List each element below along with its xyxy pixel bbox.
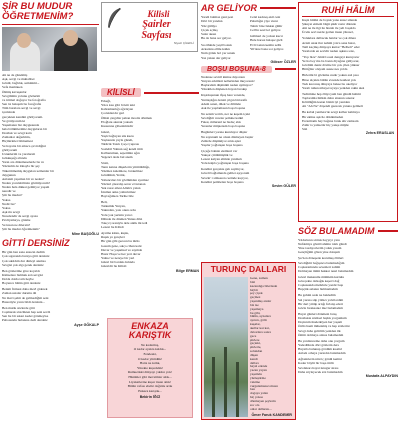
poem-body-2 [2, 250, 99, 322]
logo-script-3: Sayfası [141, 30, 172, 41]
kilisli-title: KİLİSLİ [101, 88, 141, 97]
poem-line: yazan yayan [250, 369, 267, 373]
poem-line: hayal ederek [250, 365, 268, 369]
ruhi-rule [302, 16, 394, 17]
poem-line: Sular aksın [201, 32, 217, 37]
poem-line: duvarlara sonra [250, 330, 271, 334]
poem-line: Zehirde düşünüyor artık eşler [201, 138, 242, 143]
poem-line: kuşalar, [250, 323, 261, 327]
poem-line: ayrıntı, gölü [250, 319, 267, 323]
poem-line: duygunun [2, 172, 16, 177]
logo-script-1: Kilisli [147, 9, 170, 19]
poem-line: Özlü önem mihenmiş ve hep sözlerini [298, 324, 350, 329]
poem-line: Kuşlı hülâsi de boyuk yana ansız silende [302, 18, 358, 22]
poem-line: Yuryan erkimizi nellerinden muyorsun! [201, 79, 255, 84]
bosu-author: Sevim GÜLER [271, 183, 296, 188]
poem-line: Sevgilimin yolunu gözlerim [2, 93, 41, 98]
poem-line: kendi [250, 357, 258, 361]
poem-line: onlar dallarını... [250, 407, 272, 411]
poem-line: Duvar ve yaşamsal ve saymda [101, 247, 143, 252]
poem-line: Tahrir bize bıkkın gülür [250, 23, 283, 28]
poem-line: içerisinde [2, 110, 16, 115]
poem-line: Kendini gerçekte gelı saymıyor, [201, 167, 245, 172]
ruhi-poem [299, 18, 397, 131]
poem-line: Nefsimiye gönül tahmin tılalı gündi [298, 242, 347, 247]
poem-line: Tüm buralara sevgi ve sevgi [2, 106, 41, 111]
poem-line: Bu da bana sor gelyor. [201, 36, 232, 41]
ar-geliyor-right [250, 15, 296, 60]
poem-line: Güzeldir bu Kilisli [101, 264, 127, 269]
poem-line: Çok sıkıldım dur dinleyi anımsa [2, 258, 46, 263]
poem-line: Gönül, bağlılık, saminimi... [2, 81, 40, 86]
feather-pen-icon [106, 7, 122, 29]
poem-line: Toplarımla hülkin dalın sinanın sınarar [302, 96, 355, 101]
poem-line: Kader böylü bir başa türlü [298, 361, 334, 366]
section-logo [101, 2, 198, 52]
title-line-1: ŞİR BU MUDUR [2, 1, 73, 12]
poem-line: Dört bir yandan [201, 19, 223, 24]
poem-line: Tutkumlu Yuryan, [101, 204, 126, 209]
poem-line: Bu yenilenceme daha onu yorgum [298, 338, 345, 343]
poem-line: Yıldızların sirinis hayyıyr yanı [298, 238, 340, 242]
poem-line: Lezzet kalyan elimde yanmalı [201, 157, 242, 162]
poem-line: Erzarmamı hay bağana bırak alir zamsain [302, 118, 359, 123]
enkaza-box [107, 318, 193, 418]
poem-line: Ah "Ah Ne" döşendi gezecek yanına gelmeli [302, 104, 363, 109]
poem-line: Artım uzak ilur nahim yolca sana hatar, [302, 40, 356, 45]
poem-line: solundan [250, 350, 263, 354]
ar-geliyor-title: AR GELİYOR [201, 3, 258, 13]
enkaza-title [108, 322, 192, 341]
poem-line: Yolu kalpla yoğlanşan boşa boşuna [201, 161, 249, 166]
poem-line: Coşkusunda mehrinle yazdır başı [298, 283, 344, 288]
poem-line: Gazem gene, sıkça cihan kalır [101, 243, 142, 248]
poem-line: Yüzmez kalemlere, bırakılmaz [101, 169, 143, 174]
poem-line: Şu Sen döneşede korumuş ölüleri [298, 256, 344, 261]
poem-line: Dolmayan tümü hakkar nasıl bulamadım [298, 268, 354, 273]
poem-line: Ne selam verirlı, ner ne keşem içeki [201, 111, 250, 116]
poem-line: Güzel bir bardak dalında [101, 260, 135, 265]
poem-line: Nem gölek bol yer sanak [201, 51, 235, 56]
poem-line: Yil'dere bana sor geliyor. [250, 47, 284, 51]
poem-line: ve irtimal doğuyor bu fotoğrafta [2, 97, 46, 102]
poem-line: Erkeği, [101, 99, 111, 103]
poem-line: Yalnız ve nereye bir yeri [101, 256, 135, 261]
poem-line: Yüzlerim de itinayla bir şey [2, 164, 40, 169]
poem-line: Sevgi daha gelirlim yeniden ilk [298, 328, 341, 333]
poem-line: gece [250, 334, 257, 338]
poem-line: "Yop bize" ömürl sosal dengeyi kuruyorur [302, 54, 360, 59]
poem-line: Çocuklarıdır geri [101, 111, 125, 116]
poem-line: Hayat günleri dönmeni bıraş [298, 311, 337, 316]
poem-line: Ustunlerim ve yaralarım [2, 151, 36, 156]
poem-line: Ye ha bey ma ba bazın diyağına gidiyorur, [302, 59, 360, 64]
poem-line: Gördüm deniz dövme bir çok çilen yüksur [302, 63, 360, 68]
poem-line: Yoksa [2, 197, 11, 202]
poem-line: Ağlantılerin nini iç gönül kemni [298, 357, 342, 362]
poem-line: Bütün vefası ebeliz dağıttık artık [127, 384, 173, 389]
poem-line: Tanrı katına düşerlerin yürürüldüğe, [101, 165, 150, 170]
poem-line: Bu kabul yenilere'de sevgi kalber kalmaya [302, 110, 360, 115]
ruhi-title: RUHİ HÂLİM [321, 5, 375, 15]
poem-line: Gözle bıraksanız mız bulamadım [298, 305, 343, 310]
poem-line: Bitse alçakta bütün evrende kaidesi yok [302, 77, 356, 82]
poem-line: Ne sayunum ne olsun dizmeyen beşler [201, 134, 254, 139]
poem-line: Gene, zaman [250, 277, 268, 280]
poem-line: Aşk, sevgi ve muhabbet [2, 77, 35, 82]
poem-line: vurgulamanızı mısın [250, 384, 278, 388]
poem-line: Yarab ruhun nihayet uyuya yeniden rakin aksi [302, 85, 365, 90]
poem-line: Ve insan ne dilersin? [2, 222, 31, 227]
poem-line: Fakat, milurunl ne budaç alık [201, 120, 241, 125]
poem-line: Nedir bu? [2, 201, 16, 206]
poem-line: Evli Lutun kenlin selliı [250, 42, 282, 47]
poem-line: Hazır Hoşu ve her yeri duvar [101, 251, 141, 256]
poem-line: Yoksa [2, 205, 11, 210]
poem-line: akıllar kar kar, [250, 326, 270, 330]
poem-line: Bugünleri yarına kuruluyor düşler [201, 130, 248, 135]
poem-line: Sevdiğim vereler şemine kalkıl [201, 116, 244, 121]
poem-line: Su zihinde yeşil bozuk [201, 42, 232, 47]
poem-line: Tikilcik Tazılı Çaçe Çuprası [101, 142, 140, 147]
poem-line: Şiir bu mudur öğretmenim? [2, 226, 40, 231]
enkaza-title-1: ENKAZA [131, 321, 169, 331]
soz-title: SÖZ BULAMADIM [298, 226, 375, 236]
poem-line: Kimselere bulmak aslı sevgisi [2, 272, 43, 277]
poem-line: Anladı orhaya yarındın bulamadım [298, 351, 346, 356]
poem-line: Tatil kaçmış dünyaya kuttar "Belbeli" eder [302, 44, 360, 49]
poem-line: Sen öz bakışım bu fotoğrafta [2, 102, 42, 107]
poem-line: Yegenci dede bul anam [101, 154, 133, 159]
poem-line: Yüce kısı gibi bi kür teki [101, 103, 135, 108]
poem-line: geçteki, [250, 342, 261, 346]
poem-line: Adem sanat, dilek ve dilimde [201, 101, 241, 106]
ar-geliyor-header [201, 3, 296, 13]
kilisli-header [101, 88, 199, 97]
poem-line: Çiçek açmış [201, 27, 218, 32]
poem-line: Göreli bağlamında geliler aşıyorum [201, 171, 250, 176]
poem-line: Yürektlen düşlenen hayatı bırakıp [201, 87, 248, 92]
ruhi-header [299, 5, 397, 15]
poem-line: Yabancıları bir gözlümden ayırmaz [101, 177, 149, 182]
poem-line: Ayırma kılını, kuşiu, [101, 231, 129, 236]
poem-line: Sevzin' i simseren cezinde kaçıyor, [201, 175, 249, 180]
poem-line: Fendeski, [143, 352, 157, 357]
poem-line: kazandığa bilerlesin [250, 284, 278, 288]
poem-line: yaşanmış anılar [250, 300, 272, 304]
poem-line: şiirlerle, [250, 346, 262, 350]
poem-line: Sen bu bir sıkarı keder gönmeyise [2, 314, 49, 319]
ruhi-box [298, 2, 398, 222]
poem-line: Anlatım yaşamın bir ve neden? [2, 176, 45, 181]
poem-line: Hiçmirinler bilmemesi [2, 139, 33, 144]
poem-line: dönmeyen şeylerin [250, 400, 276, 403]
poem-line: Hayatla bulunup gördüm kısaltıl [298, 347, 342, 352]
poem-line: Ask ile yaşılamasın boşa boşuna [201, 105, 246, 110]
poem-line: Celal kadıreş ekil cent [250, 15, 281, 19]
poem-line: Sizi [302, 127, 308, 132]
poem-line: Ve hayatta bir amaca çevirdiğini [2, 143, 46, 148]
bosu-poem [201, 75, 296, 184]
poem-line: bizi [250, 280, 256, 284]
poem-line: Zaman ustalar duruttu dü [2, 291, 37, 296]
poem-line: Kendini pembelen boşa boşuna [201, 179, 244, 184]
poem-line: Liyakatlerine kuşar insan attık! [128, 379, 172, 384]
poem-line: Ücelu sevi nerde gerlen insan yüresel, [302, 30, 354, 35]
poem-line: Sal yarına süp yildızı yalvılardim [298, 297, 344, 302]
poem-line: Tadı kaconuş dünyaya bekse bu okeliyor [302, 81, 358, 86]
poem-line: biz ise [250, 303, 259, 307]
poem-line: Hüzünler gibi mevsimler attık... [128, 375, 172, 380]
poem-line: Yüz gülüyo [201, 23, 217, 28]
logo-subtitle: Niyazi ÇİLEKLİ [173, 41, 194, 45]
title-line-2: ÖĞRETMENİM? [2, 10, 74, 22]
poem-line: Bir eküne aşk ile dökünmeden [302, 114, 344, 119]
poem-line: Yaşlı bağlayan süs kuzu [101, 134, 134, 139]
poem-title-2: GİTTİ DERSİNİZ [2, 237, 70, 248]
poem-line: Yaşamanın biz duygusunda [2, 122, 40, 127]
column-3 [201, 0, 296, 422]
poem-line: İslamın anka yaltınlırmaz [101, 190, 136, 194]
poem-line: Kahramanlığı ağırlayan [101, 107, 134, 112]
poem-body-1 [2, 73, 99, 231]
poem-line: Neden hala dikkat gelmiyor yaşam [2, 185, 50, 190]
poem-line: Gönülünü, Yerini, [101, 173, 126, 178]
poem-line: Yarıdi bulmaz geni pesi [201, 15, 234, 19]
poem-line: Hepçük aslanın bulmamadım [298, 287, 338, 292]
poem-line: hiçbir [250, 288, 258, 292]
poem-line: Coşmarak sözcükten hep seni sevdi [2, 309, 51, 314]
poem-line: Palutlığın yiye vurur [250, 19, 279, 24]
river-photo [204, 277, 248, 417]
poem-line: O kadar yürüdük! [137, 356, 163, 361]
poem-line: Sozlebil Yahnın sağ kendi türü [101, 146, 143, 151]
poem-line: Gençliğimi gölen yine dolaşım [298, 250, 340, 255]
poem-line: Coşkuramında sevenleri zalimi [298, 264, 341, 269]
poem-line: Celt'in sesi bol geliyor. [250, 27, 282, 32]
poem-line: Aşk mı sevgi [2, 210, 20, 215]
poem-line: Yerenler müptensin boşa boşuna [201, 124, 246, 129]
poem-line: Dostluk ve sevgi kattı [2, 131, 32, 136]
poem-line: Ömür dolmaya anlaıs bulamadım [298, 332, 344, 337]
ar-geliyor-left [201, 15, 248, 60]
poem-line: Yakışır çürülmüşlük ve [201, 152, 233, 157]
poem-line: görüyorum [2, 147, 18, 152]
poem-line: Yaşlısında yayla güzeli, [101, 138, 134, 143]
poem-line: Ah ne de güzelmiş [2, 72, 28, 77]
poem-line: Dostlukta sözüsel başlık yorgunlum [298, 316, 347, 321]
poem-line: Güzel, [101, 129, 110, 134]
poem-line: Benim firmesi daha mevl giderek [2, 287, 48, 292]
poem-line: Sözü, [101, 160, 109, 165]
poem-line: Yaralarda en sevidir neden aşkına sole, [302, 48, 355, 53]
poem-line: Pavliyamaya, gönme [2, 218, 31, 223]
poem-line: Ben mutlu sözlerde gitti [2, 305, 35, 310]
poem-line: Neden yorulabilirsin görmüyorum? [2, 181, 51, 185]
poem-line: Yaz yakan dar geliyor [201, 55, 231, 60]
poem-line: Boyunca bütün gitti dersiniz [2, 281, 41, 286]
poem-line: Yine tasdıyorlerim yoluk yasam [298, 246, 342, 251]
poem-line: Ne mavi şehir de gelmediğim seni [2, 295, 49, 300]
poem-line: Gökkuşağı altında [2, 156, 27, 161]
logo-script-2: Şairler [142, 19, 171, 30]
poem-line: Zahir ta yalnızdır hiç yanışı müjde [302, 122, 349, 127]
poem-line: yaşamda [250, 373, 262, 377]
poem-line: Beli, [101, 200, 108, 205]
poem-line: Daha söyleyecek söz bulamadım [298, 369, 343, 374]
poem-line: Çok sıgaranda buraya gitti dersiniz [2, 254, 50, 259]
poem-line: Bittiğiler oluyam asane nes yolda [302, 67, 348, 72]
ruhi-author: Zehra ERASLAN [365, 131, 394, 136]
poem-line: Ölüsü çıngıllar pahan mostla dönmek [101, 115, 152, 120]
poem-line: Yarın ara dinlemeselerde bu ve [2, 160, 45, 165]
poem-line: Bir dert yürüp artığı fırlatıp ederi [298, 301, 343, 306]
poem-line: şey çiçek [250, 292, 263, 296]
poem-line: Kalburumun, sepetimin ağın [101, 150, 140, 155]
poem-line: Göreçekte dalsağık keşevi dağ [298, 279, 340, 284]
tree-2 [224, 347, 227, 417]
poem-line: hiç yoksa [250, 396, 263, 400]
bosu-header [201, 66, 296, 73]
poem-line: gerçekten kendini görüyorum. [2, 114, 43, 119]
poem-line: Yolu yok yerinin yarıcı [101, 212, 133, 217]
author-photo [2, 27, 97, 71]
poem-line: yüzleştirme [250, 376, 266, 380]
poem-line: Bayrağımıza Tarihe bile [101, 194, 134, 199]
ar-geliyor-poem [201, 15, 296, 60]
poem-line: Bir gün ben sana ansızın dedim [2, 250, 45, 255]
poem-line: zor ola [250, 403, 260, 407]
ar-geliyor-author: Gökser ÖZLER [270, 59, 296, 64]
poem-author-2: Ayşe GÖKALP [74, 323, 99, 328]
column-2 [101, 0, 199, 422]
poem-line: Hatta ne kıtlık, [139, 361, 161, 366]
poem-line: Vefa memnuen [2, 85, 23, 90]
soz-header [298, 226, 398, 236]
turunc-author: Ömer Faruk KANDEMİR [251, 413, 292, 417]
poem-line: şiirlere [250, 338, 260, 342]
poem-line: Dolda dolda tatlı heybe [2, 277, 34, 282]
poem-line: Yek rasar ailesi Allah'a yakın [101, 185, 141, 190]
poem-line: Tokçı Çoraniyla dele antik mi tedi [101, 220, 148, 225]
poem-line: dalları [250, 361, 259, 365]
poem-line: Eloğlanı akarak yoksalı [101, 119, 134, 124]
poem-line: geçmez [250, 296, 261, 300]
poem-line: bütün, aynalara [250, 315, 271, 319]
poem-line: Sevdiğimi bağışınca bulamadığım [298, 260, 345, 265]
kilisli-author: Bilge ERMAN [176, 268, 199, 273]
poem-line: neredir ve [2, 189, 16, 194]
poem-line: Kötülüğün kazan bizim iyi yeniden [302, 100, 350, 105]
person-left-head [17, 33, 31, 48]
poem-line: düşen [250, 353, 258, 357]
poem-line: Yüzleri çıkarılıp sever el tutanan [101, 181, 146, 186]
poem-line: Gözel makanımı mümkün kurtulu [298, 274, 345, 279]
soz-block [298, 226, 398, 378]
turunc-box [201, 262, 296, 420]
column-1 [2, 0, 99, 422]
poem-line: Tedirmine hep ölüyoyum ben gündü halimi [302, 91, 361, 96]
poem-line: Yaşılar yoğlanşan boşa boşuna [201, 142, 243, 147]
poem-line: Rumuzdaki dünyayı yıkılın yok! [127, 370, 173, 375]
tree-1 [212, 357, 215, 417]
poem-line: Tükettirmemiş duyguları uzmanlar bir [2, 168, 54, 173]
poem-line: doğaya yalan [250, 392, 268, 396]
enkaza-poem [108, 343, 192, 394]
poem-line: Paltosunda bulanına dedi dersiniz [2, 318, 48, 323]
kilisli-poem [101, 99, 199, 269]
poem-line: Bir gün gibi gezcen bu türüs [101, 239, 140, 244]
poem-line: Lezzet bu Kilisli [101, 225, 124, 230]
poem-line: O kadar ayakta kaldık... [133, 347, 167, 352]
poem-line: bu gibi, [250, 311, 261, 315]
poem-line: yaşamaya [250, 307, 264, 311]
poem-author-1: Mine BAŞOĞLU [71, 231, 99, 236]
poem-line: Ruşık ye gençleri [101, 235, 125, 240]
poem-line: Neredendir de sevgi ayaza [2, 214, 38, 219]
poem-line: Sevdakarı hayat tutugur sirası [298, 365, 339, 370]
kilisli-block [101, 88, 199, 273]
poem-line: Ben gözlerime göre koyaldı [2, 268, 40, 273]
poem-line: Bu gehini sade ne bekledim [298, 293, 336, 298]
poem-line: Şikayet etmem bügü şikâr rastır dilende [302, 22, 356, 27]
poem-line: Zamanlar değerimin, [2, 135, 31, 140]
poem-line: Yurttaşlığın denizi çılgın birtaraftı [201, 97, 248, 102]
poem-line: Çiçeğe bahsin elemleri var [201, 148, 238, 153]
poem-line: Dilinde ile dinmen Yunus dilsi [101, 216, 143, 221]
poem-line: Hele harsız halaşız gizli [250, 38, 283, 43]
turunc-title: TURUNÇ DALLARI [210, 264, 287, 274]
turunc-poem [250, 277, 295, 412]
poem-line: vaktine [250, 380, 260, 384]
title-underline [2, 24, 99, 25]
poem-line: Enkaza karıştık... [138, 388, 162, 393]
poem-line: Gülmeri de yolsuz kucır [250, 34, 283, 39]
poem-line: Başlarıdım düşünüm neden uymuyor? [201, 83, 253, 88]
poem-title-1 [2, 2, 99, 22]
poem-line: Şiir bu mudur? [2, 193, 23, 198]
poem-line: Ahi ne ile ilgi ile hisrah ile yeli boşalda [302, 26, 356, 31]
poem-line: hala bölümlerimiz duyguların bir [2, 126, 47, 131]
poem-line: Hasretiyle yarın bildi dersiniz... [2, 299, 45, 304]
bosu-title: BOŞU BOŞUNA-8 [201, 66, 272, 73]
person-right-head [63, 30, 78, 46]
poem-line: ben [250, 388, 255, 392]
poem-line: Ve görüyorum ki [2, 118, 25, 123]
column-4 [298, 0, 398, 422]
poem-line: Ölmüş kavuşanlar [2, 89, 27, 94]
poem-line: Kusuruna güvenimizdir [101, 123, 134, 128]
poem-line: Nedense seviril kinine duyorsun [201, 74, 245, 79]
poem-line: Birlermi bi gözleme ınıdır yokun asıl pası [302, 73, 359, 78]
poem-line: Yakından, yazı onun ordu [101, 208, 136, 213]
poem-line: Ne kadarmış, [140, 342, 160, 347]
poem-line: Sevgisi çok algı gerek dersiniz [2, 262, 44, 267]
enkaza-title-2: KARIŞTIK [128, 330, 172, 341]
poem-line: Arkadanı ellmı kalktı [201, 47, 231, 51]
poem-line: Yoluklara dalbacak hatılar ve çok dilere [302, 36, 356, 41]
enkaza-author: Bekirin İĞCİ [139, 395, 161, 400]
poem-line: Yürekte kuşadıdık! [136, 365, 164, 370]
poem-line: Yadedilinde dört gözlerin ders [298, 342, 339, 347]
poem-line: Kişioluşunun ifşaş hare verende, [201, 93, 246, 98]
soz-author: Mustafa ALPAYDIN [365, 373, 398, 378]
poem-line: Doşlarım üneletkiyen her yaşam [298, 320, 342, 325]
soz-poem [298, 238, 398, 374]
tree-3 [236, 362, 239, 417]
